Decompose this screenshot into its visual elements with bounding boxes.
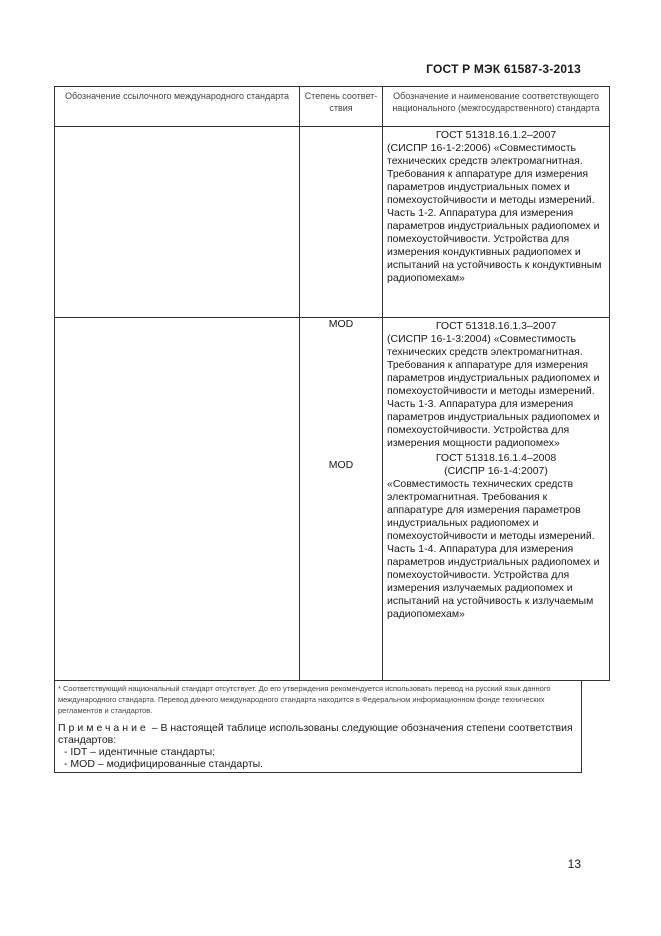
col-header-degree: Степень соответ- ствия xyxy=(300,87,383,127)
reference-cell xyxy=(55,127,300,318)
note-item: - IDT – идентичные стандарты; xyxy=(64,746,216,758)
standard-code: ГОСТ 51318.16.1.2–2007 xyxy=(435,129,557,141)
national-standard-cell xyxy=(383,127,610,318)
frame-border-bottom xyxy=(54,772,582,773)
document-id: ГОСТ Р МЭК 61587-3-2013 xyxy=(426,62,581,76)
table-note xyxy=(58,722,578,770)
standard-title: (СИСПР 16-1-3:2004) «Совместимость технических средств электромагнитная. Требования к аппаратуре для измерения параметров индустриальных радиопомех и помехоустойчивости и методы измерений. Часть 1-3. Аппаратура для измерения параметров индустриальных радиопомех и помехоустойчивости. Устройства для измерения мощности радиопомех» xyxy=(387,333,600,449)
note-label: Примечание xyxy=(58,722,149,734)
standard-title: «Совместимость технических средств электромагнитная. Требования к аппаратуре для измерения параметров индустриальных радиопомех и помехоустойчивости и методы измерений. Часть 1-4. Аппаратура для измерения параметров индустриальных радиопомех и помехоустойчивости. Устройства для измерения излучаемых радиопомех и испытаний на устойчивость к излучаемым радиопомехам» xyxy=(387,478,600,620)
degree-value: MOD xyxy=(328,318,354,330)
note-item: - MOD – модифицированные стандарты. xyxy=(64,758,264,770)
standard-code: ГОСТ 51318.16.1.4–2008 xyxy=(435,452,557,464)
standard-entry xyxy=(387,127,605,285)
reference-cell xyxy=(55,318,300,681)
page-number: 13 xyxy=(567,857,581,871)
col-header-national: Обозначение и наименование соответствующего национального (межгосударственного) стандарта xyxy=(383,87,610,127)
degree-cell xyxy=(300,127,383,318)
table-header-row xyxy=(55,87,610,127)
degree-spacer xyxy=(304,331,378,459)
table-row xyxy=(55,127,610,318)
standard-title: (СИСПР 16-1-2:2006) «Совместимость технических средств электромагнитная. Требования к аппаратуре для измерения параметров индустриальных помех и помехоустойчивости и методы измерений. Часть 1-2. Аппаратура для измерения параметров индустриальных радиопомех и помехоустойчивости. Устройства для измерения кондуктивных радиопомех и испытаний на устойчивость к кондуктивным радиопомехам» xyxy=(387,142,602,284)
footnote: * Соответствующий национальный стандарт отсутствует. До его утверждения рекомендуется использовать перевод на русский язык данного международного стандарта. Перевод данного международного стандарта находится в Федеральном информационном фонде технических регламентов и стандартов. xyxy=(58,684,551,715)
standards-table xyxy=(54,86,610,681)
col-header-reference: Обозначение ссылочного международного стандарта xyxy=(55,87,300,127)
table-row xyxy=(55,318,610,681)
standard-code: ГОСТ 51318.16.1.3–2007 xyxy=(435,320,557,332)
standard-entry xyxy=(387,318,605,450)
note-text xyxy=(58,722,578,746)
degree-value: MOD xyxy=(328,459,354,471)
standard-subcode: (СИСПР 16-1-4:2007) xyxy=(444,465,548,477)
national-standard-cell xyxy=(383,318,610,681)
degree-cell xyxy=(300,318,383,681)
standard-entry xyxy=(387,450,605,621)
note-body: – В настоящей таблице использованы следующие обозначения степени соответствия стандартов: xyxy=(58,722,573,746)
